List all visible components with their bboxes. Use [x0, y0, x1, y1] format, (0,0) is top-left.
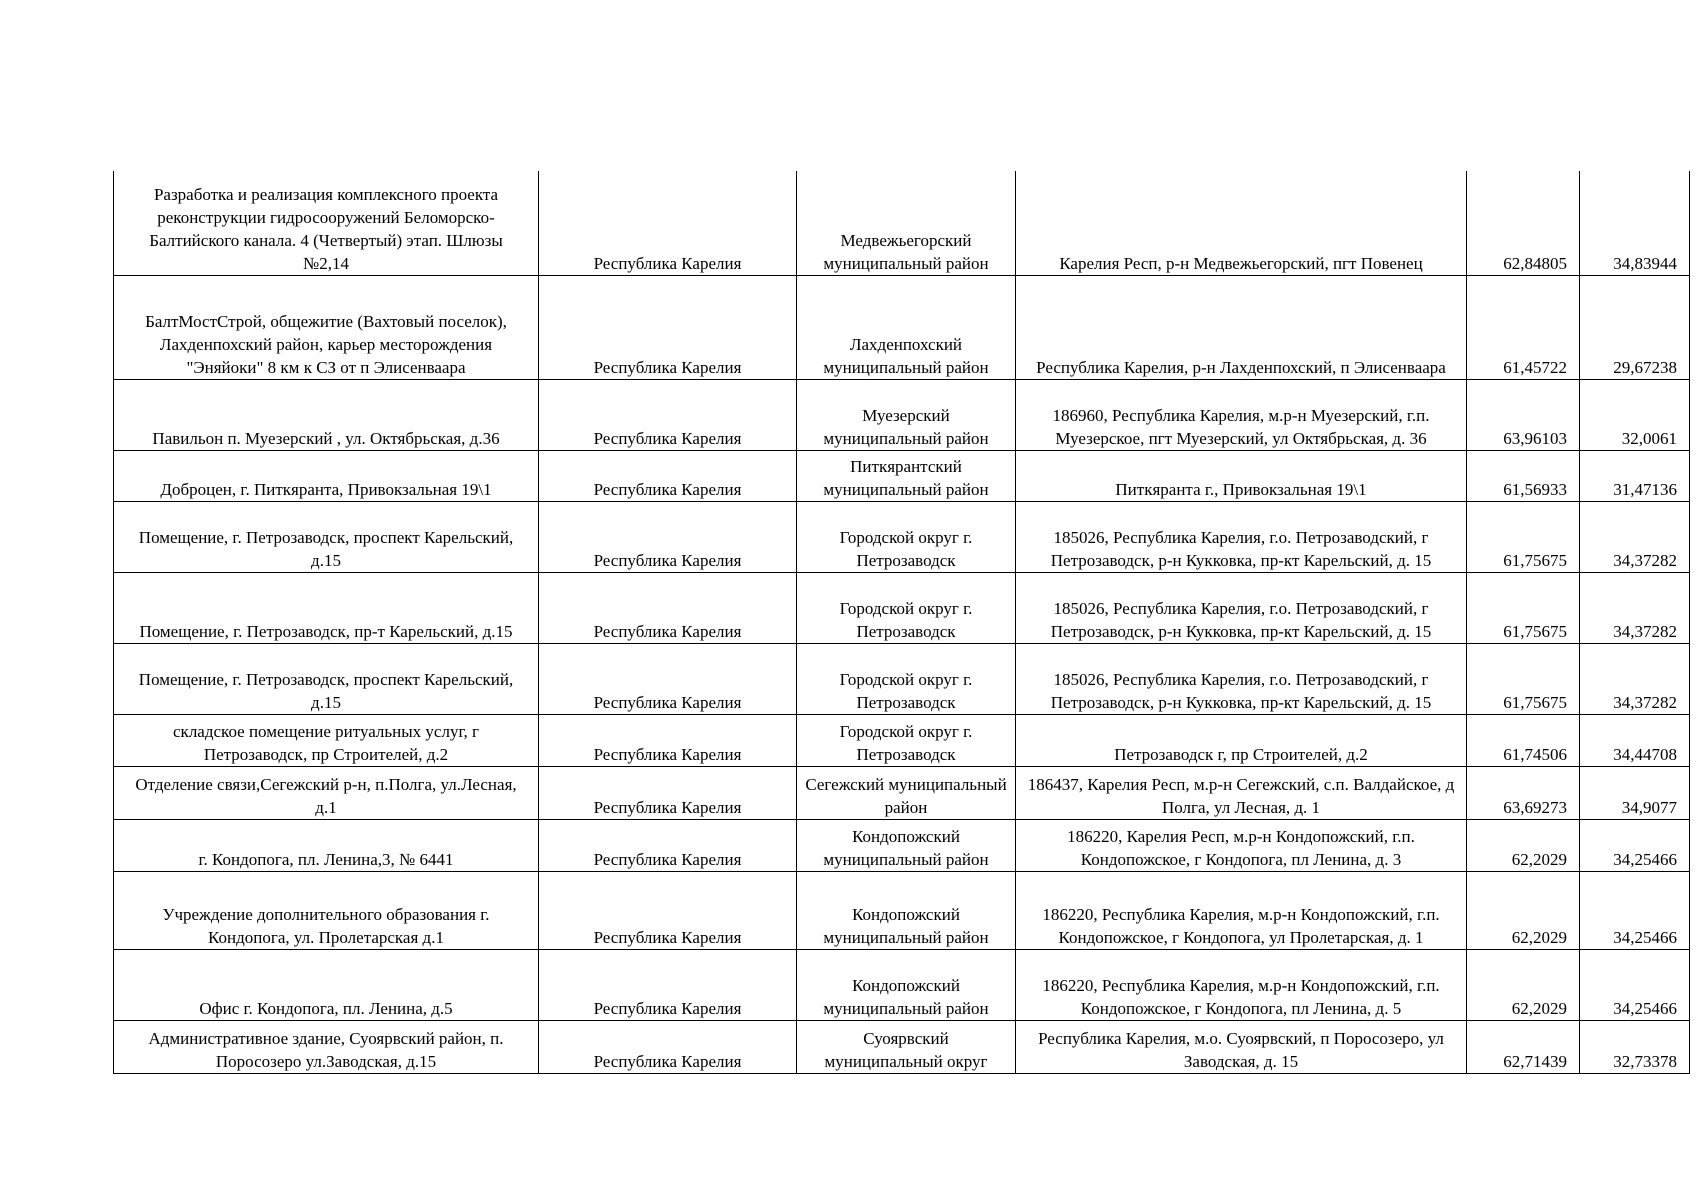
table-row: [114, 949, 1690, 1020]
table-row: [114, 643, 1690, 714]
longitude-cell: 34,9077: [1580, 766, 1690, 819]
address-cell: 185026, Республика Карелия, г.о. Петрозаводский, г Петрозаводск, р-н Кукковка, пр-кт Карельский, д. 15: [1016, 643, 1467, 714]
table-row: [114, 714, 1690, 766]
address-cell: Республика Карелия, р-н Лахденпохский, п Элисенваара: [1016, 275, 1467, 379]
longitude-cell: 29,67238: [1580, 275, 1690, 379]
region-cell: Республика Карелия: [539, 450, 797, 501]
table-row: [114, 501, 1690, 572]
table-row: [114, 275, 1690, 379]
latitude-cell: 62,2029: [1467, 871, 1580, 949]
longitude-cell: 34,25466: [1580, 949, 1690, 1020]
object-name-cell: Помещение, г. Петрозаводск, пр-т Карельский, д.15: [114, 572, 539, 643]
address-cell: 186220, Карелия Респ, м.р-н Кондопожский, г.п. Кондопожское, г Кондопога, пл Ленина, д. 3: [1016, 819, 1467, 871]
address-cell: Петрозаводск г, пр Строителей, д.2: [1016, 714, 1467, 766]
table-row: [114, 871, 1690, 949]
district-cell: Городской округ г. Петрозаводск: [797, 572, 1016, 643]
latitude-cell: 62,71439: [1467, 1020, 1580, 1073]
district-cell: Кондопожский муниципальный район: [797, 871, 1016, 949]
table-row: [114, 1020, 1690, 1073]
region-cell: Республика Карелия: [539, 275, 797, 379]
address-cell: 185026, Республика Карелия, г.о. Петрозаводский, г Петрозаводск, р-н Кукковка, пр-кт Карельский, д. 15: [1016, 501, 1467, 572]
table-row: [114, 450, 1690, 501]
object-name-cell: Помещение, г. Петрозаводск, проспект Карельский, д.15: [114, 501, 539, 572]
district-cell: Городской округ г. Петрозаводск: [797, 643, 1016, 714]
address-cell: 186220, Республика Карелия, м.р-н Кондопожский, г.п. Кондопожское, г Кондопога, ул Пролетарская, д. 1: [1016, 871, 1467, 949]
region-cell: Республика Карелия: [539, 572, 797, 643]
address-cell: Питкяранта г., Привокзальная 19\1: [1016, 450, 1467, 501]
district-cell: Сегежский муниципальный район: [797, 766, 1016, 819]
object-name-cell: складское помещение ритуальных услуг, г Петрозаводск, пр Строителей, д.2: [114, 714, 539, 766]
object-name-cell: Офис г. Кондопога, пл. Ленина, д.5: [114, 949, 539, 1020]
district-cell: Медвежьегорский муниципальный район: [797, 171, 1016, 275]
latitude-cell: 61,74506: [1467, 714, 1580, 766]
table-row: [114, 171, 1690, 275]
region-cell: Республика Карелия: [539, 714, 797, 766]
district-cell: Кондопожский муниципальный район: [797, 819, 1016, 871]
longitude-cell: 34,25466: [1580, 819, 1690, 871]
address-cell: 186437, Карелия Респ, м.р-н Сегежский, с.п. Валдайское, д Полга, ул Лесная, д. 1: [1016, 766, 1467, 819]
object-name-cell: Павильон п. Муезерский , ул. Октябрьская, д.36: [114, 379, 539, 450]
table-row: [114, 572, 1690, 643]
longitude-cell: 34,37282: [1580, 572, 1690, 643]
district-cell: Городской округ г. Петрозаводск: [797, 501, 1016, 572]
latitude-cell: 62,2029: [1467, 819, 1580, 871]
address-cell: Республика Карелия, м.о. Суоярвский, п Поросозеро, ул Заводская, д. 15: [1016, 1020, 1467, 1073]
longitude-cell: 34,37282: [1580, 501, 1690, 572]
latitude-cell: 61,45722: [1467, 275, 1580, 379]
region-cell: Республика Карелия: [539, 871, 797, 949]
region-cell: Республика Карелия: [539, 819, 797, 871]
longitude-cell: 34,83944: [1580, 171, 1690, 275]
longitude-cell: 34,44708: [1580, 714, 1690, 766]
latitude-cell: 61,56933: [1467, 450, 1580, 501]
table-body: [114, 171, 1690, 1073]
region-cell: Республика Карелия: [539, 501, 797, 572]
longitude-cell: 32,0061: [1580, 379, 1690, 450]
region-cell: Республика Карелия: [539, 171, 797, 275]
latitude-cell: 62,2029: [1467, 949, 1580, 1020]
longitude-cell: 34,37282: [1580, 643, 1690, 714]
object-name-cell: Отделение связи,Сегежский р-н, п.Полга, ул.Лесная, д.1: [114, 766, 539, 819]
address-cell: 186220, Республика Карелия, м.р-н Кондопожский, г.п. Кондопожское, г Кондопога, пл Ленина, д. 5: [1016, 949, 1467, 1020]
longitude-cell: 32,73378: [1580, 1020, 1690, 1073]
district-cell: Муезерский муниципальный район: [797, 379, 1016, 450]
address-cell: 185026, Республика Карелия, г.о. Петрозаводский, г Петрозаводск, р-н Кукковка, пр-кт Карельский, д. 15: [1016, 572, 1467, 643]
table-row: [114, 766, 1690, 819]
district-cell: Кондопожский муниципальный район: [797, 949, 1016, 1020]
district-cell: Питкярантский муниципальный район: [797, 450, 1016, 501]
objects-table: [113, 171, 1690, 1074]
latitude-cell: 61,75675: [1467, 501, 1580, 572]
table-row: [114, 819, 1690, 871]
region-cell: Республика Карелия: [539, 379, 797, 450]
latitude-cell: 63,69273: [1467, 766, 1580, 819]
table-row: [114, 379, 1690, 450]
object-name-cell: Разработка и реализация комплексного проекта реконструкции гидросооружений Беломорско-Балтийского канала. 4 (Четвертый) этап. Шлюзы №2,14: [114, 171, 539, 275]
address-cell: Карелия Респ, р-н Медвежьегорский, пгт Повенец: [1016, 171, 1467, 275]
region-cell: Республика Карелия: [539, 1020, 797, 1073]
longitude-cell: 31,47136: [1580, 450, 1690, 501]
object-name-cell: г. Кондопога, пл. Ленина,3, № 6441: [114, 819, 539, 871]
object-name-cell: Помещение, г. Петрозаводск, проспект Карельский, д.15: [114, 643, 539, 714]
latitude-cell: 63,96103: [1467, 379, 1580, 450]
region-cell: Республика Карелия: [539, 766, 797, 819]
longitude-cell: 34,25466: [1580, 871, 1690, 949]
latitude-cell: 61,75675: [1467, 572, 1580, 643]
object-name-cell: Административное здание, Суоярвский район, п. Поросозеро ул.Заводская, д.15: [114, 1020, 539, 1073]
region-cell: Республика Карелия: [539, 643, 797, 714]
latitude-cell: 61,75675: [1467, 643, 1580, 714]
object-name-cell: БалтМостСтрой, общежитие (Вахтовый поселок), Лахденпохский район, карьер месторождения "Эняйоки" 8 км к СЗ от п Элисенваара: [114, 275, 539, 379]
district-cell: Городской округ г. Петрозаводск: [797, 714, 1016, 766]
district-cell: Лахденпохский муниципальный район: [797, 275, 1016, 379]
object-name-cell: Доброцен, г. Питкяранта, Привокзальная 19\1: [114, 450, 539, 501]
district-cell: Суоярвский муниципальный округ: [797, 1020, 1016, 1073]
region-cell: Республика Карелия: [539, 949, 797, 1020]
address-cell: 186960, Республика Карелия, м.р-н Муезерский, г.п. Муезерское, пгт Муезерский, ул Октябрьская, д. 36: [1016, 379, 1467, 450]
latitude-cell: 62,84805: [1467, 171, 1580, 275]
object-name-cell: Учреждение дополнительного образования г. Кондопога, ул. Пролетарская д.1: [114, 871, 539, 949]
